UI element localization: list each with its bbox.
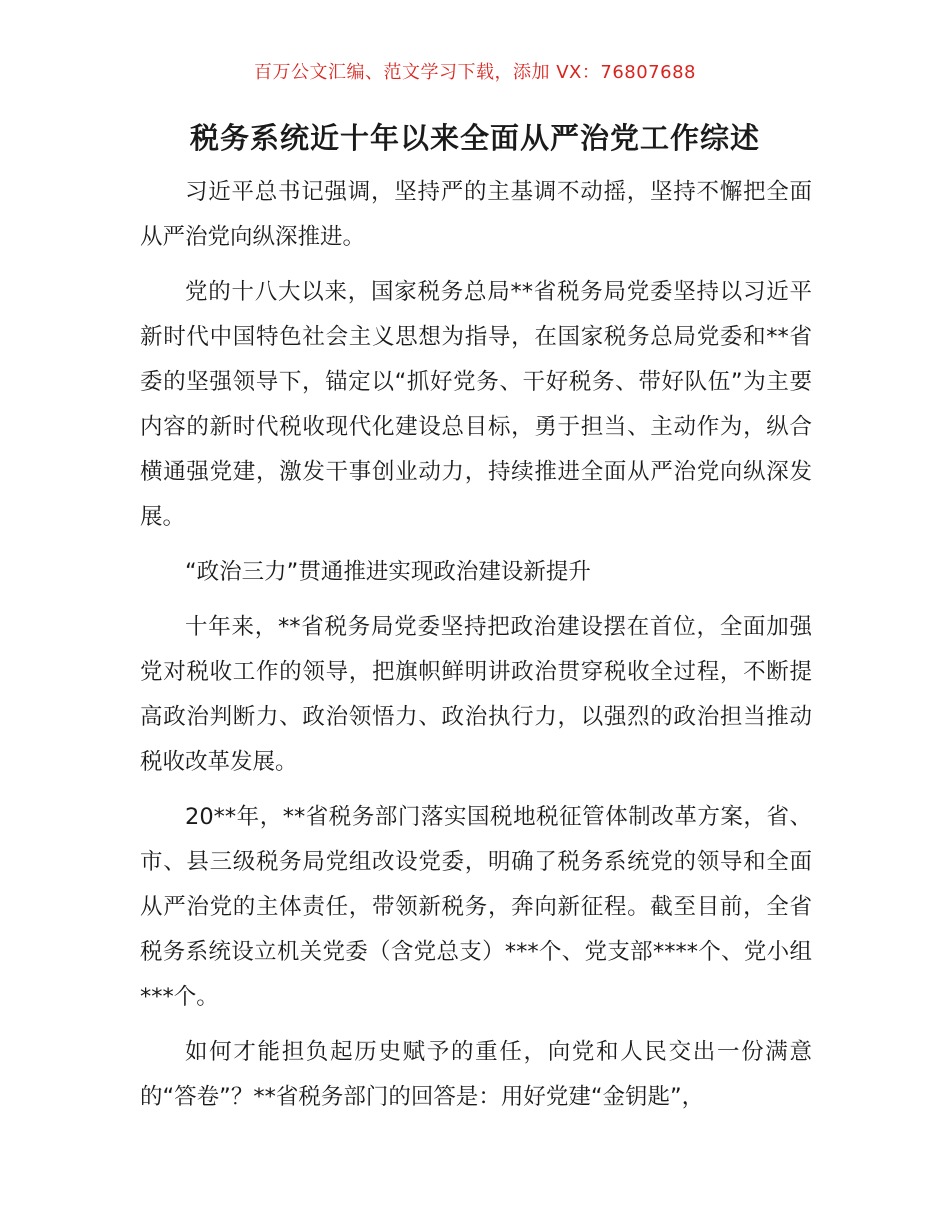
paragraph-reform: 20**年，**省税务部门落实国税地税征管体制改革方案，省、市、县三级税务局党组改设党委，明确了税务系统党的领导和全面从严治党的主体责任，带领新税务，奔向新征程。截至目前，全省税务系统设立机关党委（含党总支）***个、党支部****个、党小组***个。 bbox=[140, 804, 812, 1010]
header-watermark-note: 百万公文汇编、范文学习下载，添加 VX：76807688 bbox=[254, 62, 696, 83]
paragraph-question: 如何才能担负起历史赋予的重任，向党和人民交出一份满意的“答卷”？**省税务部门的回答是：用好党建“金钥匙”， bbox=[140, 1039, 812, 1110]
document-title: 税务系统近十年以来全面从严治党工作综述 bbox=[189, 121, 760, 155]
paragraph-overview: 党的十八大以来，国家税务总局**省税务局党委坚持以习近平新时代中国特色社会主义思想为指导，在国家税务总局党委和**省委的坚强领导下，锚定以“抓好党务、干好税务、带好队伍”为主要内容的新时代税收现代化建设总目标，勇于担当、主动作为，纵合横通强党建，激发干事创业动力，持续推进全面从严治党向纵深发展。 bbox=[140, 279, 812, 530]
document-body bbox=[140, 170, 812, 1130]
paragraph-intro: 习近平总书记强调，坚持严的主基调不动摇，坚持不懈把全面从严治党向纵深推进。 bbox=[140, 179, 812, 250]
paragraph-ten-years: 十年来，**省税务局党委坚持把政治建设摆在首位，全面加强党对税收工作的领导，把旗帜鲜明讲政治贯穿税收全过程，不断提高政治判断力、政治领悟力、政治执行力，以强烈的政治担当推动税收改革发展。 bbox=[140, 614, 812, 775]
section-heading-political-building: “政治三力”贯通推进实现政治建设新提升 bbox=[185, 559, 591, 585]
